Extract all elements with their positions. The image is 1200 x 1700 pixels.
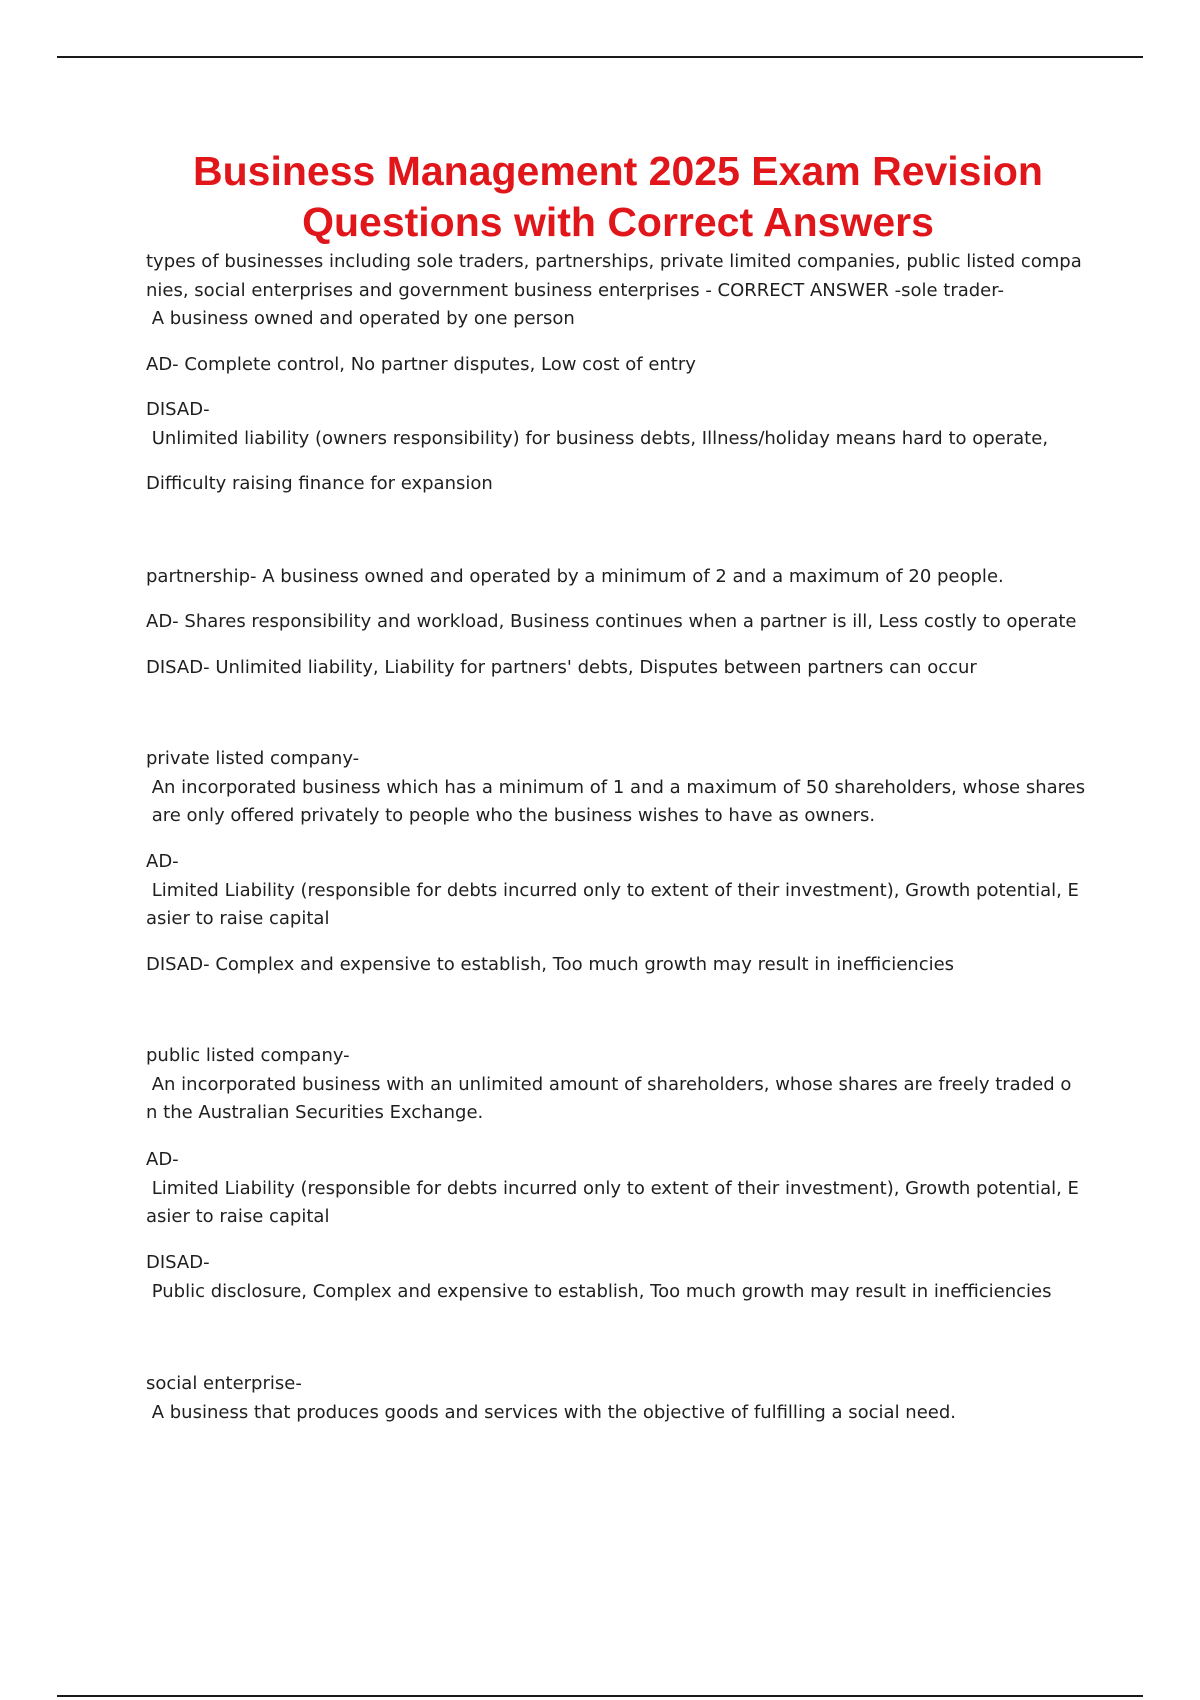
text-line: n the Australian Securities Exchange.: [146, 1102, 484, 1123]
text-line: social enterprise-: [146, 1373, 302, 1394]
text-line: are only offered privately to people who the business wishes to have as owners.: [146, 805, 876, 826]
public-company-advantages: [146, 1146, 1090, 1232]
text-line: AD- Complete control, No partner disputes, Low cost of entry: [146, 354, 696, 375]
text-line: Unlimited liability (owners responsibility) for business debts, Illness/holiday means hard to operate,: [146, 427, 1049, 449]
text-line: AD-: [146, 1149, 179, 1170]
text-line: DISAD- Complex and expensive to establish, Too much growth may result in inefficiencies: [146, 954, 955, 975]
text-line: AD- Shares responsibility and workload, Business continues when a partner is ill, Less costly to operate: [146, 611, 1077, 632]
private-company-advantages: [146, 848, 1090, 934]
private-company-definition: [146, 745, 1090, 831]
sole-trader-advantages: [146, 351, 1090, 380]
text-line: types of businesses including sole traders, partnerships, private limited companies, public listed compa: [146, 251, 1082, 272]
title-line-2: Questions with Correct Answers: [302, 199, 934, 245]
text-line: public listed company-: [146, 1045, 350, 1066]
text-line: AD-: [146, 851, 179, 872]
text-line: A business that produces goods and services with the objective of fulfilling a social need.: [146, 1401, 956, 1423]
text-line: partnership- A business owned and operated by a minimum of 2 and a maximum of 20 people.: [146, 566, 1004, 587]
sole-trader-question: [146, 248, 1090, 334]
text-line: A business owned and operated by one person: [146, 308, 575, 329]
partnership-definition: [146, 563, 1090, 592]
text-line: asier to raise capital: [146, 908, 330, 929]
public-company-disadvantages: [146, 1249, 1090, 1306]
social-enterprise-definition: [146, 1370, 1090, 1427]
bottom-divider: [57, 1695, 1143, 1697]
text-line: Limited Liability (responsible for debts incurred only to extent of their investment), Growth potential, E: [146, 879, 1079, 901]
private-company-disadvantages: [146, 951, 1090, 980]
document-title: [120, 146, 1116, 248]
text-line: An incorporated business which has a minimum of 1 and a maximum of 50 shareholders, whose shares: [146, 776, 1086, 798]
top-divider: [57, 56, 1143, 58]
sole-trader-disadvantages-continued: [146, 470, 1090, 499]
text-line: asier to raise capital: [146, 1206, 330, 1227]
text-line: DISAD-: [146, 1252, 210, 1273]
title-line-1: Business Management 2025 Exam Revision: [193, 148, 1043, 194]
text-line: An incorporated business with an unlimited amount of shareholders, whose shares are freely traded o: [146, 1073, 1072, 1095]
text-line: Limited Liability (responsible for debts incurred only to extent of their investment), Growth potential, E: [146, 1177, 1079, 1199]
public-company-definition: [146, 1042, 1090, 1128]
text-line: Public disclosure, Complex and expensive to establish, Too much growth may result in inefficiencies: [146, 1280, 1052, 1302]
text-line: nies, social enterprises and government business enterprises - CORRECT ANSWER -sole trader-: [146, 279, 1004, 301]
sole-trader-disadvantages: [146, 396, 1090, 453]
text-line: private listed company-: [146, 748, 360, 769]
partnership-advantages: [146, 608, 1090, 637]
partnership-disadvantages: [146, 654, 1090, 683]
text-line: Difficulty raising finance for expansion: [146, 473, 493, 494]
text-line: DISAD- Unlimited liability, Liability for partners' debts, Disputes between partners can occur: [146, 657, 977, 678]
text-line: DISAD-: [146, 399, 210, 420]
